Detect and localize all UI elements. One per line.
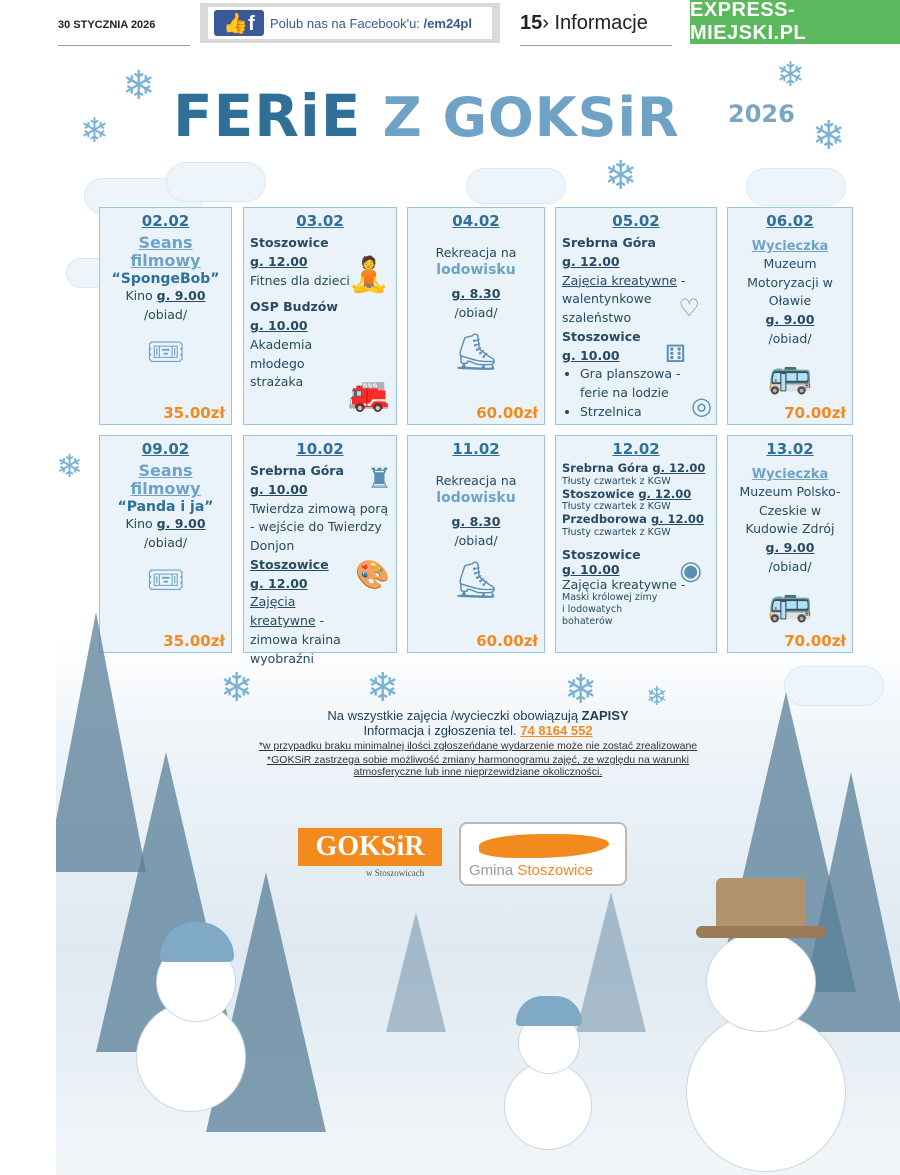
gmina-logo [459,822,627,886]
price: 60.00zł [476,404,538,422]
poster [56,52,900,1175]
day-card-13-02 [727,435,853,653]
snowman-middle-hat [516,996,582,1026]
page-separator: › [542,12,549,34]
info-line-1: Na wszystkie zajęcia /wycieczki obowiązują ZAPISY [327,708,629,723]
event-type: Seans filmowy [130,461,201,499]
castle-icon: ♜ [366,462,392,495]
snowflake-icon: ❄ [80,111,109,151]
donut-icon: ◉ [679,556,702,586]
place: Stoszowice [562,328,641,344]
day-card-10-02 [243,435,397,666]
place-time: Przedborowa g. 12.00 [562,512,704,527]
pine-tree [386,912,446,1032]
activity-detail: Maski królowej zimy i lodowatych bohaterów [562,592,658,627]
time: g. 10.00 [250,318,308,333]
section-name: Informacje [554,12,648,34]
facebook-banner[interactable] [200,3,500,43]
snowflake-icon: ❄ [604,153,638,199]
card-date: 09.02 [141,440,190,458]
facebook-banner-inner[interactable] [208,7,492,39]
day-card-12-02 [555,435,717,653]
snowman-right-head [706,932,816,1032]
activity: Zajęcia kreatywne - [562,577,686,593]
meal-note: /obiad/ [454,532,498,548]
meal-note: /obiad/ [454,304,498,320]
activity-place: lodowisku [436,261,516,278]
note-2: *GOKSiR zastrzega sobie możliwość zmiany harmonogramu zajęć, ze względu na warunki atmosferyczne lub inne nieprzewidziane okoliczności. [267,754,689,778]
destination: Muzeum Polsko-Czeskie w Kudowie Zdrój [739,483,841,537]
goksir-logo: GOKSiR [298,828,442,866]
facebook-like-icon: 👍f [214,10,264,36]
snowflake-icon: ❄ [366,665,400,711]
day-card-06-02 [727,207,853,425]
info-line-2: Informacja i zgłoszenia tel. 74 8164 552 [363,723,593,738]
card-date: 10.02 [296,440,344,458]
activity: Tłusty czwartek z KGW [562,501,671,513]
meal-note: /obiad/ [143,534,188,550]
event-type: Seans filmowy [130,233,201,271]
place: Stoszowice [562,547,641,563]
activity: Rekreacja na [435,245,517,260]
page-number: 15 [520,12,543,34]
cloud [166,162,266,202]
goksir-logo-sub: w Stoszowicach [366,868,425,878]
place-time: Stoszowice g. 12.00 [562,486,692,501]
cloud [746,168,846,206]
time: g. 12.00 [250,253,308,269]
meal-note: /obiad/ [768,330,812,346]
list-item: • Gra planszowa - ferie na lodzie [580,365,696,403]
snowflake-icon: ❄ [220,665,254,711]
activity: Fitnes dla dzieci [250,272,350,288]
yoga-figure-icon: 🧘 [347,255,390,295]
destination: Muzeum Motoryzacji w Oławie [747,255,833,309]
activity-detail: walentynkowe szaleństwo [562,291,652,325]
activity: Twierdza zimową porą - wejście do Twierdzy Donjon [250,500,389,553]
snowman-right-hat-brim [696,926,826,938]
card-date: 13.02 [766,440,814,458]
place-time: Srebrna Góra g. 12.00 [562,461,706,475]
day-card-02-02 [99,207,232,425]
time: g. 10.00 [250,481,308,497]
ice-skates-icon: ⛸ [453,560,499,602]
snowflake-icon: ❄ [812,113,846,159]
card-date: 06.02 [766,212,814,230]
place: Srebrna Góra [250,463,344,478]
activity: Tłusty czwartek z KGW [562,475,671,487]
cinema-ticket-icon: 🎟 [146,335,185,371]
gmina-logo-text: Gmina Stoszowice [469,862,594,879]
day-card-11-02 [407,435,545,653]
bus-icon: 🚌 [767,354,813,396]
pine-tree [576,892,646,1032]
card-date: 05.02 [612,212,660,230]
snowman-middle-body [504,1062,592,1150]
price: 35.00zł [163,404,225,422]
palette-icon: 🎨 [355,558,390,591]
price: 70.00zł [784,632,846,650]
event-type: Wycieczka [751,467,829,482]
meal-note: /obiad/ [768,558,812,574]
card-date: 12.02 [612,440,660,458]
phone-number[interactable]: 74 8164 552 [520,723,593,738]
activity: Zajęcia kreatywne - zimowa kraina wyobraźni [250,594,341,666]
activity: Tłusty czwartek z KGW [562,527,671,539]
time: g. 8.30 [451,513,501,529]
activity: Rekreacja na [435,473,517,488]
card-date: 02.02 [141,212,190,230]
place: Stoszowice [250,556,329,572]
event-type: Wycieczka [751,239,829,254]
price: 70.00zł [784,404,846,422]
cloud [466,168,566,204]
film-title: “SpongeBob” [111,270,220,287]
time: g. 10.00 [562,562,620,578]
card-date: 04.02 [452,212,500,230]
activity: Akademia młodego strażaka [250,336,313,390]
issue-date: 30 STYCZNIA 2026 [58,14,190,46]
place: OSP Budzów [250,299,338,315]
film-title: “Panda i ja” [117,498,214,515]
time: g. 10.00 [562,347,620,363]
heart-icon: ♡ [678,294,700,322]
cinema-time: Kino g. 9.00 [125,515,206,531]
bus-icon: 🚌 [767,582,813,624]
card-date: 03.02 [296,212,344,230]
day-card-05-02 [555,207,717,425]
page-section [520,12,672,46]
time: g. 12.00 [250,575,308,591]
activity-place: lodowisku [436,489,516,506]
snowflake-icon: ❄ [122,63,156,109]
cinema-ticket-icon: 🎟 [146,563,185,599]
gmina-logo-mark [479,834,609,858]
snowflake-icon: ❄ [776,55,805,95]
time: g. 9.00 [765,312,815,328]
cinema-time: Kino g. 9.00 [125,287,206,303]
snowman-right-body [686,1012,846,1172]
dice-icon: ⚅ [665,340,686,368]
facebook-text: Polub nas na Facebook'u: /em24pl [270,15,472,31]
poster-year: 2026 [728,100,795,128]
day-card-04-02 [407,207,545,425]
place: Stoszowice [250,235,329,250]
card-date: 11.02 [452,440,500,458]
ice-skates-icon: ⛸ [453,332,499,374]
list-item: • Strzelnica [580,403,710,422]
price: 35.00zł [163,632,225,650]
day-card-03-02 [243,207,397,425]
time: g. 12.00 [562,253,620,269]
note-1: *w przypadku braku minimalnej ilości zgłoszeńdane wydarzenie może nie zostać zrealizowane [258,740,698,752]
meal-note: /obiad/ [143,306,188,322]
time: g. 9.00 [765,540,815,556]
poster-title: FERiE Z GOKSiR [173,82,680,150]
price: 60.00zł [476,632,538,650]
snowflake-icon: ❄ [646,682,668,712]
time: g. 8.30 [451,285,501,301]
activity: Zajęcia kreatywne - [562,272,686,288]
brand-logo[interactable]: EXPRESS-MIEJSKI.PL [690,0,900,44]
target-icon: ◎ [691,392,712,420]
snowflake-icon: ❄ [56,447,83,485]
snowflake-icon: ❄ [564,667,598,713]
fire-truck-icon: 🚒 [347,374,390,414]
place: Srebrna Góra [562,235,656,250]
